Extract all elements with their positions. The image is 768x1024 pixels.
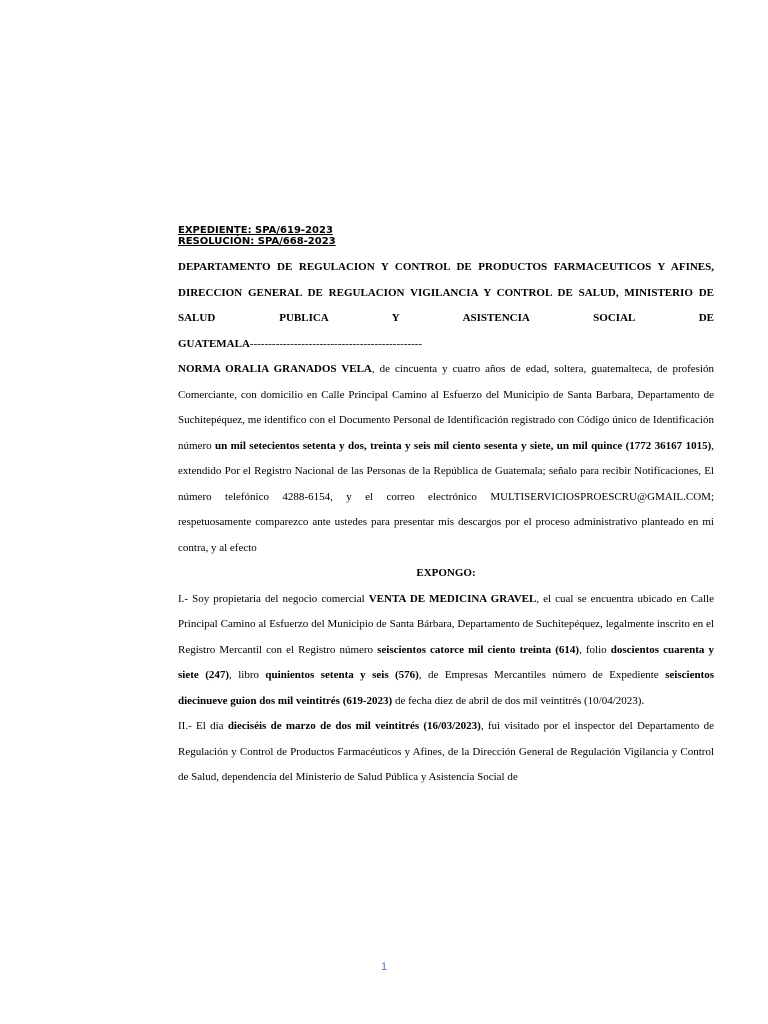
section-title: EXPONGO: <box>416 567 476 579</box>
p1-text-4: , libro <box>229 669 266 681</box>
petitioner-name: NORMA ORALIA GRANADOS VELA <box>178 363 372 375</box>
p1-text-3: , folio <box>579 643 611 656</box>
p1-text-6: de fecha diez de abril de dos mil veintitrés (10/04/2023). <box>392 694 645 707</box>
cui-number: un mil setecientos setenta y dos, treinta y seis mil ciento sesenta y siete, un mil quince (1772 36167 1015) <box>215 439 712 452</box>
page-number: 1 <box>380 961 388 973</box>
document-body <box>178 255 714 791</box>
addressee-last-line <box>178 332 714 358</box>
paragraph-2 <box>178 714 714 791</box>
p1-text-1: I.- Soy propietaria del negocio comercial <box>178 592 369 605</box>
p1-text-2: , el cual se encuentra ubicado en Calle Principal Camino al Esfuerzo del Municipio de Santa Bárbara, Departamento de Suchitepéquez, legalmente inscrito en el Registro Mercantil con el Registro número <box>178 592 714 656</box>
registro-number: seiscientos catorce mil ciento treinta (614) <box>377 643 580 656</box>
intro-paragraph <box>178 357 714 561</box>
paragraph-1 <box>178 587 714 715</box>
addressee-text: DEPARTAMENTO DE REGULACION Y CONTROL DE PRODUCTOS FARMACEUTICOS Y AFINES, DIRECCION GENERAL DE REGULACION VIGILANCIA Y CONTROL DE SALUD, MINISTERIO DE SALUD PUBLICA Y ASISTENCIA SOCIAL DE <box>178 261 714 324</box>
expediente-header: EXPEDIENTE: SPA/619-2023 <box>178 225 333 236</box>
folio-number: doscientos cuarenta y siete (247) <box>178 643 714 681</box>
intro-text-2: , extendido Por el Registro Nacional de las Personas de la República de Guatemala; señalo para recibir Notificaciones, El número telefónico 4288-6154, y el correo electrónico MULTISERVICIOSPROESCRU@GMAIL.COM; respetuosamente comparezco ante ustedes para presentar mis descargos por el proceso administrativo planteado en mi contra, y al efecto <box>178 439 714 554</box>
business-name: VENTA DE MEDICINA GRAVEL <box>368 592 537 605</box>
p2-text-1: II.- El día <box>178 720 228 732</box>
addressee-block <box>178 255 714 332</box>
addressee-dashes: ----------------------------------------------- <box>249 337 423 350</box>
p1-text-5: , de Empresas Mercantiles número de Expediente <box>418 669 666 681</box>
addressee-country: GUATEMALA <box>178 337 250 350</box>
expediente-number: seiscientos diecinueve guion dos mil veintitrés (619-2023) <box>178 669 715 707</box>
resolucion-header: RESOLUCIÓN: SPA/668-2023 <box>178 236 336 247</box>
visit-date: dieciséis de marzo de dos mil veintitrés (16/03/2023) <box>227 720 481 732</box>
p2-text-2: , fui visitado por el inspector del Departamento de Regulación y Control de Productos Farmacéuticos y Afines, de la Dirección General de Regulación Vigilancia y Control de Salud, dependencia del Ministerio de Salud Pública y Asistencia Social de <box>178 720 714 783</box>
intro-text-1: , de cincuenta y cuatro años de edad, soltera, guatemalteca, de profesión Comerciante, con domicilio en Calle Principal Camino al Esfuerzo del Municipio de Santa Barbara, Departamento de Suchitepéquez, me identifico con el Documento Personal de Identificación registrado con Código único de Identificación número <box>178 363 715 452</box>
libro-number: quinientos setenta y seis (576) <box>265 669 419 681</box>
